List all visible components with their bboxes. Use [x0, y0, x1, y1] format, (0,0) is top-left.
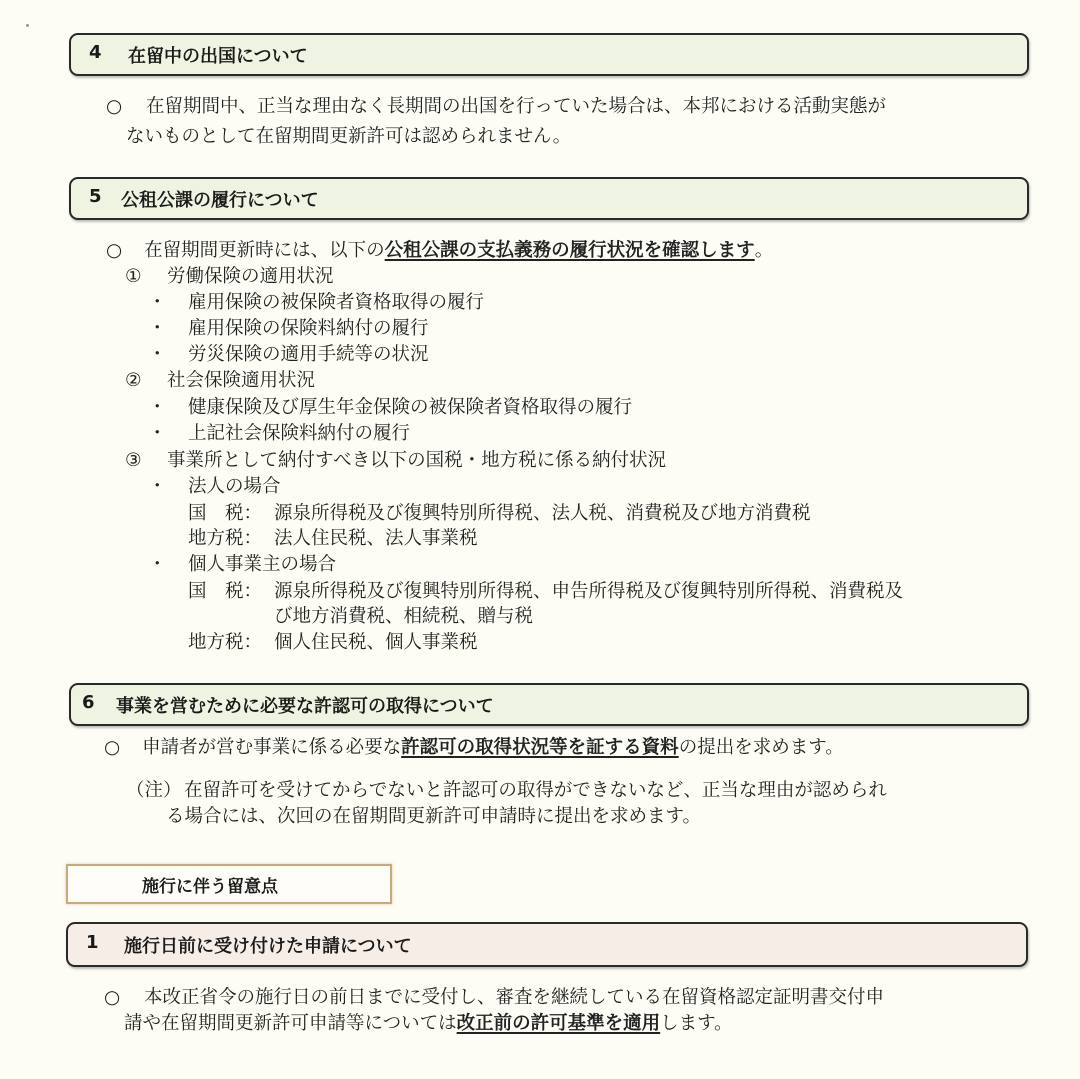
item-3-marker: ③	[125, 450, 142, 471]
section-6-number: 6	[82, 692, 95, 713]
item-2-label: 社会保険適用状況	[167, 370, 316, 391]
corporate-local: 法人住民税、法人事業税	[274, 528, 478, 549]
individual-national-line1: 源泉所得税及び復興特別所得税、申告所得税及び復興特別所得税、消費税及	[274, 581, 904, 602]
section-6-post: の提出を求めます。	[678, 737, 844, 758]
section-6-bullet: ○	[104, 737, 121, 758]
item-1-marker: ①	[125, 266, 142, 287]
individual-national-line2: び地方消費税、相続税、贈与税	[274, 606, 534, 627]
section-6-note-line1: 在留許可を受けてからでないと許認可の取得ができないなど、正当な理由が認められ	[184, 780, 887, 801]
item-2-sub-1: 健康保険及び厚生年金保険の被保険者資格取得の履行	[188, 397, 633, 418]
section-6-note-line2: る場合には、次回の在留期間更新許可申請時に提出を求めます。	[166, 806, 702, 827]
section-5-number: 5	[89, 186, 102, 207]
section-4-text-line1: 在留期間中、正当な理由なく長期間の出国を行っていた場合は、本邦における活動実態が	[146, 96, 887, 117]
item-1-sub-1: 雇用保険の被保険者資格取得の履行	[188, 292, 485, 313]
item-1-sub-2: 雇用保険の保険料納付の履行	[188, 318, 429, 339]
section-5-bullet: ○	[106, 240, 123, 261]
item-1-sub-3-bullet: ・	[148, 344, 167, 365]
section-4-bullet: ○	[106, 96, 123, 117]
notice-title: 施行に伴う留意点	[142, 877, 278, 897]
corporate-local-label: 地方税：	[188, 528, 263, 549]
section-5-intro-emphasis: 公租公課の支払義務の履行状況を確認します	[384, 240, 755, 261]
individual-national-label: 国 税：	[188, 581, 263, 602]
section-6-pre: 申請者が営む事業に係る必要な	[142, 737, 402, 758]
section-6-note-label: （注）	[126, 780, 182, 801]
section-5-intro-post: 。	[754, 240, 774, 261]
scan-speck	[26, 24, 29, 27]
notice-1-number: 1	[86, 932, 99, 953]
section-5-intro-pre: 在留期間更新時には、以下の	[144, 240, 385, 261]
notice-1-bullet: ○	[104, 987, 121, 1008]
notice-1-line2-pre: 請や在留期間更新許可申請等については	[124, 1013, 457, 1034]
item-1-sub-3: 労災保険の適用手続等の状況	[188, 344, 429, 365]
section-4-text-line2: ないものとして在留期間更新許可は認められません。	[126, 126, 572, 147]
item-3-label: 事業所として納付すべき以下の国税・地方税に係る納付状況	[167, 450, 667, 471]
notice-1-title: 施行日前に受け付けた申請について	[124, 936, 412, 957]
section-6-emphasis: 許認可の取得状況等を証する資料	[401, 737, 679, 758]
section-6-body	[104, 737, 844, 759]
individual-bullet: ・	[148, 554, 167, 575]
corporate-bullet: ・	[148, 476, 167, 497]
corporate-national: 源泉所得税及び復興特別所得税、法人税、消費税及び地方消費税	[274, 503, 811, 524]
section-5-intro	[106, 240, 773, 262]
individual-label: 個人事業主の場合	[188, 554, 337, 575]
individual-local-label: 地方税：	[188, 632, 263, 653]
notice-1-emphasis: 改正前の許可基準を適用	[456, 1013, 661, 1034]
individual-local: 個人住民税、個人事業税	[274, 632, 478, 653]
section-6-title: 事業を営むために必要な許認可の取得について	[116, 696, 494, 717]
notice-1-line2	[124, 1013, 733, 1035]
item-2-marker: ②	[125, 370, 142, 391]
item-2-sub-2: 上記社会保険料納付の履行	[188, 423, 411, 444]
item-2-sub-2-bullet: ・	[148, 423, 167, 444]
notice-1-post: します。	[660, 1013, 733, 1034]
item-1-sub-1-bullet: ・	[148, 292, 167, 313]
section-4-title: 在留中の出国について	[128, 46, 308, 67]
corporate-label: 法人の場合	[188, 476, 281, 497]
notice-1-line1: 本改正省令の施行日の前日までに受付し、審査を継続している在留資格認定証明書交付申	[144, 987, 885, 1008]
section-4-number: 4	[89, 42, 102, 63]
corporate-national-label: 国 税：	[188, 503, 263, 524]
item-2-sub-1-bullet: ・	[148, 397, 167, 418]
item-1-label: 労働保険の適用状況	[167, 266, 334, 287]
item-1-sub-2-bullet: ・	[148, 318, 167, 339]
section-5-title: 公租公課の履行について	[121, 190, 319, 211]
